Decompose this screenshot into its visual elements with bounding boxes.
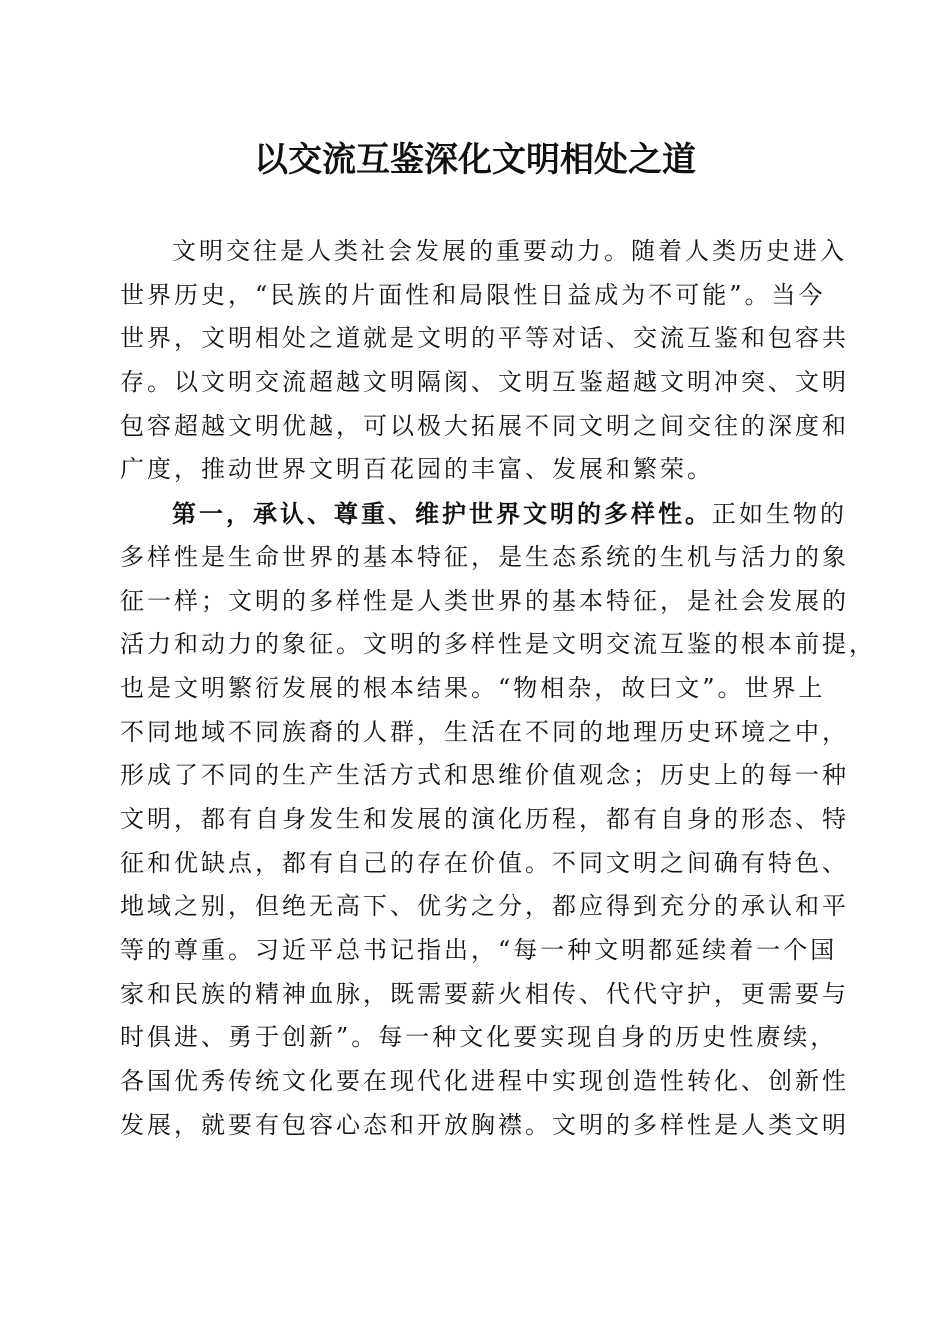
paragraph-line: 也是文明繁衍发展的根本结果。“物相杂，故曰文”。世界上: [120, 673, 826, 702]
paragraph-line: 征一样；文明的多样性是人类世界的基本特征，是社会发展的: [120, 586, 849, 615]
paragraph-line: 各国优秀传统文化要在现代化进程中实现创造性转化、创新性: [120, 1067, 849, 1096]
paragraph-line: 文明，都有自身发生和发展的演化历程，都有自身的形态、特: [120, 804, 849, 833]
paragraph-line: 多样性是生命世界的基本特征，是生态系统的生机与活力的象: [120, 542, 849, 571]
paragraph-line: 形成了不同的生产生活方式和思维价值观念；历史上的每一种: [120, 761, 849, 790]
paragraph-1: [120, 230, 849, 492]
document-body: [120, 230, 876, 1147]
paragraph-2: [120, 492, 876, 1147]
paragraph-line: 地域之别，但绝无高下、优劣之分，都应得到充分的承认和平: [120, 892, 849, 921]
paragraph-line: 广度，推动世界文明百花园的丰富、发展和繁荣。: [120, 455, 714, 484]
paragraph-line: 包容超越文明优越，可以极大拓展不同文明之间交往的深度和: [120, 411, 849, 440]
paragraph-line: 时俱进、勇于创新”。每一种文化要实现自身的历史性赓续，: [120, 1023, 838, 1052]
paragraph-line: 世界历史，“民族的片面性和局限性日益成为不可能”。当今: [120, 280, 826, 309]
paragraph-line: 文明交往是人类社会发展的重要动力。随着人类历史进入: [172, 237, 847, 265]
paragraph-line: 存。以文明交流超越文明隔阂、文明互鉴超越文明冲突、文明: [120, 368, 849, 397]
paragraph-line: 发展，就要有包容心态和开放胸襟。文明的多样性是人类文明: [120, 1110, 849, 1139]
paragraph-line: 家和民族的精神血脉，既需要薪火相传、代代守护，更需要与: [120, 979, 849, 1008]
paragraph-text: 正如生物的: [712, 500, 847, 529]
paragraph-line: 征和优缺点，都有自己的存在价值。不同文明之间确有特色、: [120, 848, 849, 877]
document-title: 以交流互鉴深化文明相处之道: [254, 140, 696, 180]
paragraph-line: 世界，文明相处之道就是文明的平等对话、交流互鉴和包容共: [120, 324, 849, 353]
paragraph-line: 等的尊重。习近平总书记指出，“每一种文明都延续着一个国: [120, 936, 838, 964]
paragraph-line: 不同地域不同族裔的人群，生活在不同的地理历史环境之中，: [120, 717, 849, 746]
paragraph-line: 活力和动力的象征。文明的多样性是文明交流互鉴的根本前提，: [120, 630, 876, 659]
paragraph-first-line: [120, 492, 847, 536]
section-heading: 第一，承认、尊重、维护世界文明的多样性。: [172, 499, 712, 529]
